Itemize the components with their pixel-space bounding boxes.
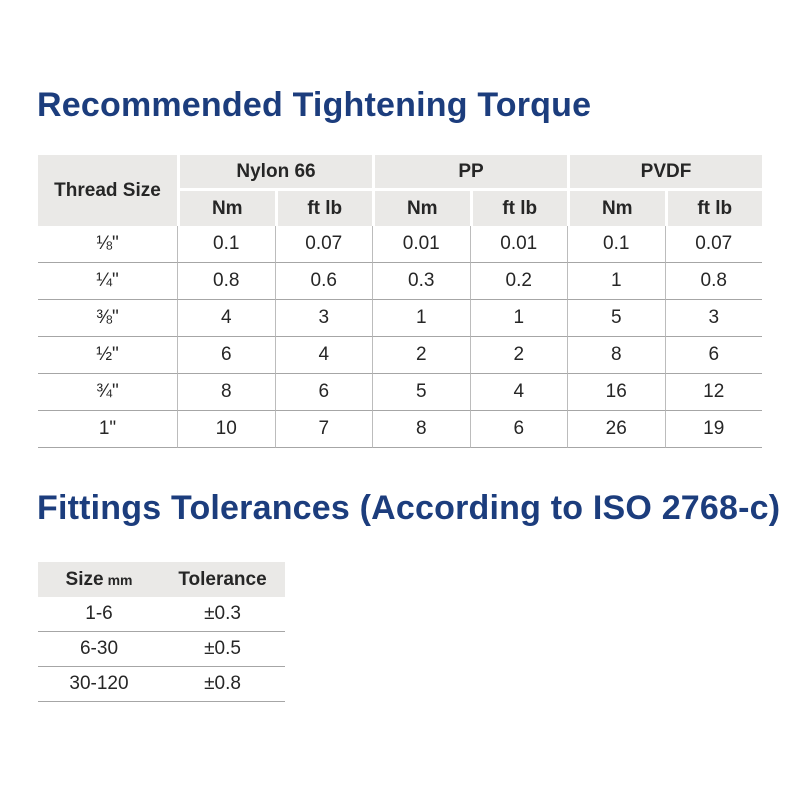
torque-value-cell: 0.07: [665, 226, 763, 263]
thread-size-header: Thread Size: [38, 155, 177, 226]
torque-value-cell: 6: [275, 374, 373, 411]
torque-value-cell: 6: [177, 337, 275, 374]
subheader-pvdf-nm: Nm: [567, 191, 665, 226]
torque-value-cell: 8: [567, 337, 665, 374]
tolerance-value-cell: ±0.8: [160, 667, 285, 702]
torque-value-cell: 0.8: [665, 263, 763, 300]
torque-value-cell: 4: [470, 374, 568, 411]
subheader-nylon66-ftlb: ft lb: [275, 191, 373, 226]
torque-value-cell: 4: [177, 300, 275, 337]
subheader-pp-ftlb: ft lb: [470, 191, 568, 226]
torque-value-cell: 12: [665, 374, 763, 411]
torque-value-cell: 3: [665, 300, 763, 337]
torque-value-cell: 6: [665, 337, 763, 374]
size-range-cell: 30-120: [38, 667, 160, 702]
tolerance-table: [38, 562, 285, 702]
thread-size-cell: ¼": [38, 263, 177, 300]
torque-value-cell: 2: [372, 337, 470, 374]
tolerance-column-header: Tolerance: [160, 562, 285, 597]
torque-value-cell: 0.01: [372, 226, 470, 263]
torque-value-cell: 19: [665, 411, 763, 448]
tolerance-section-title: Fittings Tolerances (According to ISO 2768-c): [37, 489, 781, 527]
torque-value-cell: 0.1: [177, 226, 275, 263]
torque-value-cell: 4: [275, 337, 373, 374]
torque-value-cell: 2: [470, 337, 568, 374]
size-range-cell: 1-6: [38, 597, 160, 632]
size-header-label: Size: [65, 568, 104, 590]
thread-size-cell: ⅜": [38, 300, 177, 337]
thread-size-cell: 1": [38, 411, 177, 448]
torque-value-cell: 5: [372, 374, 470, 411]
torque-value-cell: 0.8: [177, 263, 275, 300]
torque-value-cell: 0.2: [470, 263, 568, 300]
torque-value-cell: 0.07: [275, 226, 373, 263]
torque-value-cell: 7: [275, 411, 373, 448]
group-header-pvdf: PVDF: [567, 155, 762, 191]
subheader-pvdf-ftlb: ft lb: [665, 191, 763, 226]
subheader-nylon66-nm: Nm: [177, 191, 275, 226]
torque-value-cell: 8: [372, 411, 470, 448]
group-header-pp: PP: [372, 155, 567, 191]
torque-section-title: Recommended Tightening Torque: [37, 86, 592, 124]
torque-value-cell: 1: [567, 263, 665, 300]
size-column-header: [38, 562, 160, 597]
group-header-nylon66: Nylon 66: [177, 155, 372, 191]
torque-value-cell: 16: [567, 374, 665, 411]
torque-value-cell: 0.1: [567, 226, 665, 263]
tolerance-value-cell: ±0.3: [160, 597, 285, 632]
torque-value-cell: 1: [372, 300, 470, 337]
thread-size-cell: ½": [38, 337, 177, 374]
torque-value-cell: 1: [470, 300, 568, 337]
size-range-cell: 6-30: [38, 632, 160, 667]
torque-value-cell: 8: [177, 374, 275, 411]
torque-value-cell: 5: [567, 300, 665, 337]
torque-value-cell: 6: [470, 411, 568, 448]
tolerance-value-cell: ±0.5: [160, 632, 285, 667]
thread-size-cell: ¾": [38, 374, 177, 411]
torque-value-cell: 0.3: [372, 263, 470, 300]
size-header-unit: mm: [107, 571, 133, 588]
torque-value-cell: 10: [177, 411, 275, 448]
subheader-pp-nm: Nm: [372, 191, 470, 226]
thread-size-cell: ⅛": [38, 226, 177, 263]
torque-value-cell: 0.6: [275, 263, 373, 300]
torque-value-cell: 0.01: [470, 226, 568, 263]
torque-value-cell: 3: [275, 300, 373, 337]
torque-table: [38, 155, 762, 448]
torque-value-cell: 26: [567, 411, 665, 448]
